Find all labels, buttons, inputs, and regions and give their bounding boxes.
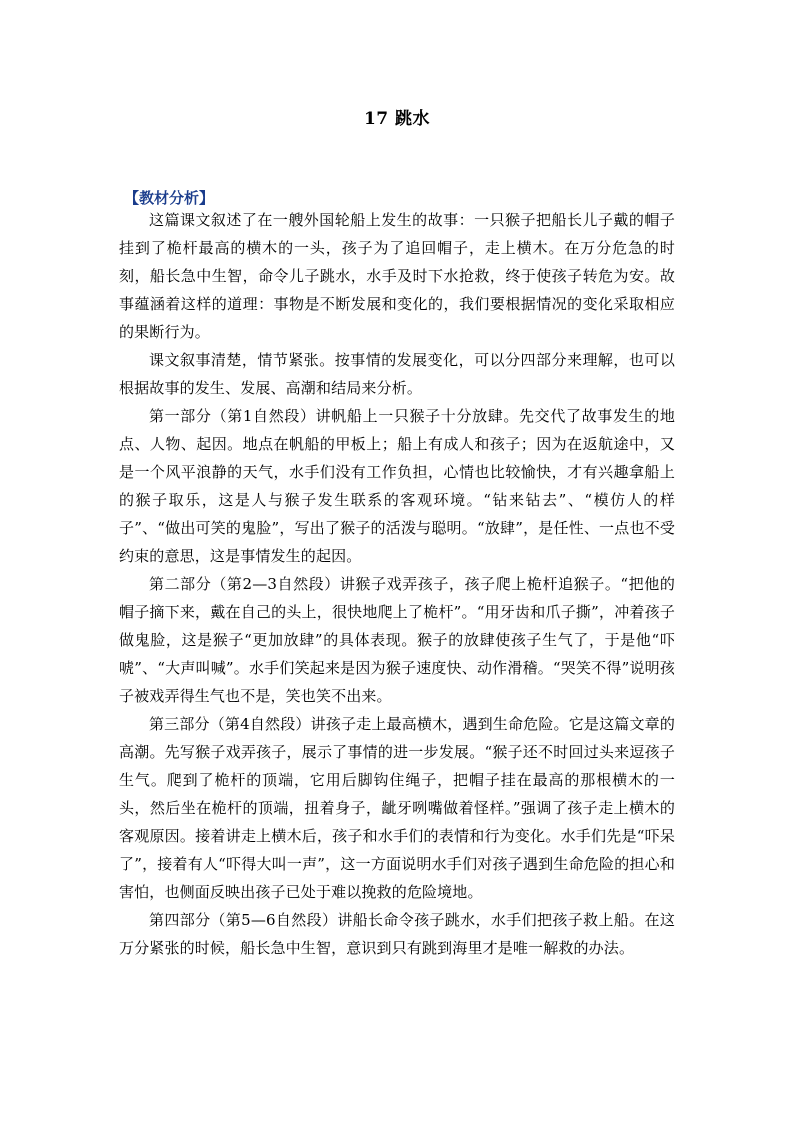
document-title: 17 跳水: [363, 109, 431, 129]
paragraph-summary: 这篇课文叙述了在一艘外国轮船上发生的故事：一只猴子把船长儿子戴的帽子挂到了桅杆最高的横木的一头，孩子为了追回帽子，走上横木。在万分危急的时刻，船长急中生智，命令儿子跳水，水手及时下水抢救，终于使孩子转危为安。故事蕴涵着这样的道理：事物是不断发展和变化的，我们要根据情况的变化采取相应的果断行为。: [119, 211, 675, 341]
body-text: [119, 206, 675, 962]
paragraph-part-two: 第二部分（第2—3自然段）讲猴子戏弄孩子，孩子爬上桅杆追猴子。“把他的帽子摘下来，戴在自己的头上，很快地爬上了桅杆”。“用牙齿和爪子撕”，冲着孩子做鬼脸，这是猴子“更加放肆”的具体表现。猴子的放肆使孩子生气了，于是他“吓唬”、“大声叫喊”。水手们笑起来是因为猴子速度快、动作滑稽。“哭笑不得”说明孩子被戏弄得生气也不是，笑也笑不出来。: [119, 575, 675, 705]
section-heading: 【教材分析】: [124, 189, 215, 207]
paragraph-part-four: 第四部分（第5—6自然段）讲船长命令孩子跳水，水手们把孩子救上船。在这万分紧张的时候，船长急中生智，意识到只有跳到海里才是唯一解救的办法。: [119, 911, 675, 957]
paragraph-part-three: 第三部分（第4自然段）讲孩子走上最高横木，遇到生命危险。它是这篇文章的高潮。先写猴子戏弄孩子，展示了事情的进一步发展。“猴子还不时回过头来逗孩子生气。爬到了桅杆的顶端，它用后脚钩住绳子，把帽子挂在最高的那根横木的一头，然后坐在桅杆的顶端，扭着身子，龇牙咧嘴做着怪样。”强调了孩子走上横木的客观原因。接着讲走上横木后，孩子和水手们的表情和行为变化。水手们先是“吓呆了”，接着有人“吓得大叫一声”，这一方面说明水手们对孩子遇到生命危险的担心和害怕，也侧面反映出孩子已处于难以挽救的危险境地。: [119, 715, 675, 901]
paragraph-part-one: 第一部分（第1自然段）讲帆船上一只猴子十分放肆。先交代了故事发生的地点、人物、起因。地点在帆船的甲板上；船上有成人和孩子；因为在返航途中，又是一个风平浪静的天气，水手们没有工作负担，心情也比较愉快，才有兴趣拿船上的猴子取乐，这是人与猴子发生联系的客观环境。“钻来钻去”、“模仿人的样子”、“做出可笑的鬼脸”，写出了猴子的活泼与聪明。“放肆”，是任性、一点也不受约束的意思，这是事情发生的起因。: [119, 407, 675, 565]
paragraph-structure: 课文叙事清楚，情节紧张。按事情的发展变化，可以分四部分来理解，也可以根据故事的发生、发展、高潮和结局来分析。: [119, 351, 675, 397]
